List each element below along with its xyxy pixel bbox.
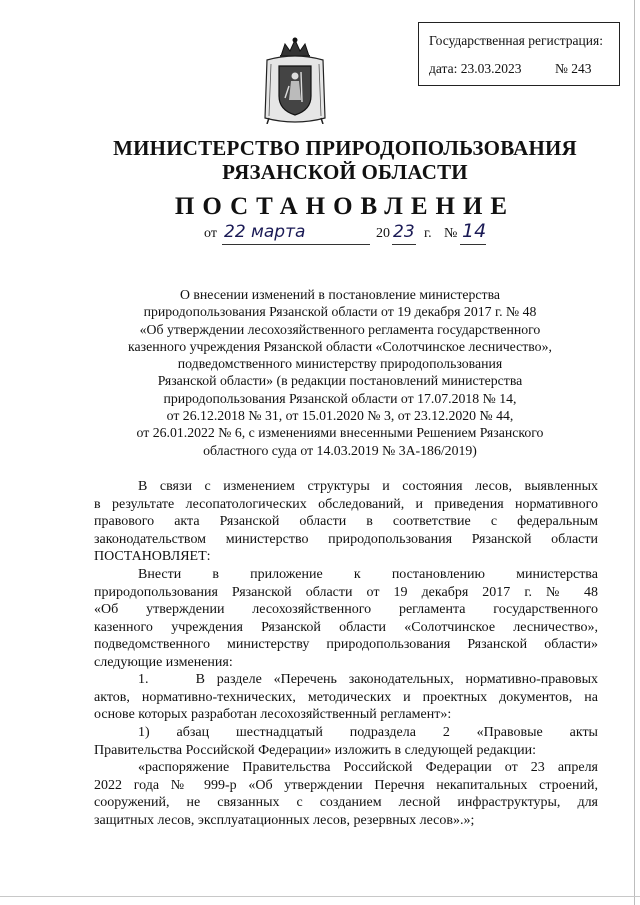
handwritten-date: 22 марта: [224, 222, 306, 242]
text-line: 1. В разделе «Перечень законодательных, нормативно-правовых: [138, 672, 598, 687]
text-line: законодательством министерство природопользования Рязанской области: [94, 531, 598, 547]
word: 2: [442, 725, 450, 740]
word: Внести: [138, 567, 182, 582]
text-line: 2022 года № 999-р «Об утверждении Перечня некапитальных строений,: [94, 777, 598, 793]
text-line: следующие изменения:: [94, 654, 233, 670]
title-line: от 26.01.2022 № 6, с изменениями внесенными Решением Рязанского: [136, 425, 544, 441]
text-line: ПОСТАНОВЛЯЕТ:: [94, 549, 211, 564]
text-line: подведомственного министерству природопользования Рязанской области»: [94, 637, 598, 652]
coat-of-arms-icon: [261, 36, 329, 124]
page-edge-bottom: [0, 896, 640, 897]
text-line: «Об утверждении лесохозяйственного регламента государственного: [94, 602, 598, 617]
item-1: [94, 671, 598, 724]
ministry-name-line1: МИНИСТЕРСТВО ПРИРОДОПОЛЬЗОВАНИЯ: [113, 136, 577, 160]
page-edge-right: [634, 0, 635, 905]
text-line: в результате лесопатологических обследований, и приведения нормативного: [94, 496, 598, 512]
item-1-subitem-1: [94, 724, 598, 759]
year-label: г.: [424, 226, 432, 241]
number-underline: [460, 244, 486, 245]
date-underline: [222, 244, 370, 245]
ministry-name-line2: РЯЗАНСКОЙ ОБЛАСТИ: [222, 160, 468, 184]
word: акты: [569, 725, 598, 740]
word: шестнадцатый: [235, 725, 323, 740]
quoted-text: [94, 759, 598, 829]
word: подраздела: [349, 725, 416, 740]
text-line: «распоряжение Правительства Российской Федерации от 23 апреля: [138, 760, 598, 775]
registration-stamp: [418, 22, 620, 86]
title-line: подведомственного министерству природопользования: [177, 356, 503, 372]
date-prefix: от: [204, 226, 217, 241]
title-line: «Об утверждении лесохозяйственного регламента государственного: [139, 321, 541, 337]
text-line: защитных лесов, эксплуатационных лесов, резервных лесов».»;: [94, 812, 475, 828]
text-line: В связи с изменением структуры и состояния лесов, выявленных: [138, 479, 598, 494]
title-line: от 26.12.2018 № 31, от 15.01.2020 № 3, от 23.12.2020 № 44,: [166, 408, 514, 424]
title-line: областного суда от 14.03.2019 № 3А-186/2019): [203, 442, 477, 458]
decree-title: [90, 286, 590, 459]
text-line: [94, 724, 598, 742]
year-prefix: 20: [376, 226, 390, 241]
title-line: природопользования Рязанской области от 19 декабря 2017 г. № 48: [143, 304, 537, 320]
word: министерства: [516, 567, 598, 582]
title-line: Рязанской области» (в редакции постановлений министерства: [157, 373, 523, 389]
text-line: [94, 566, 598, 584]
text-line: Правительства Российской Федерации» изложить в следующей редакции:: [94, 742, 536, 758]
amendment-paragraph: [94, 566, 598, 671]
number-sign: №: [444, 226, 458, 241]
title-line: О внесении изменений в постановление министерства: [179, 287, 501, 302]
document-type: ПОСТАНОВЛЕНИЕ: [174, 193, 516, 220]
word: 1): [138, 725, 150, 740]
title-line: казенного учреждения Рязанской области «Солотчинское лесничество»,: [128, 338, 552, 354]
text-line: сооружений, не связанных с созданием лесной инфраструктуры, для: [94, 795, 598, 810]
text-line: правового акта Рязанской области в соответствие с федеральным: [94, 514, 598, 529]
preamble-paragraph: [94, 478, 598, 566]
handwritten-year: 23: [393, 222, 415, 242]
word: «Правовые: [476, 725, 543, 740]
text-line: актов, нормативно-технических, методических и проектных документов, на: [94, 689, 598, 705]
registration-title: Государственная регистрация:: [429, 33, 603, 48]
text-line: природопользования Рязанской области от 19 декабря 2017 г. № 48: [94, 584, 598, 600]
registration-number: № 243: [555, 61, 592, 76]
word: приложение: [250, 567, 323, 582]
word: к: [353, 567, 361, 582]
text-line: основе которых разработан лесохозяйственный регламент»:: [94, 707, 452, 722]
word: постановлению: [391, 567, 485, 582]
year-underline: [392, 244, 416, 245]
word: абзац: [176, 725, 210, 740]
title-line: природопользования Рязанской области от 17.07.2018 № 14,: [163, 390, 517, 406]
word: в: [212, 567, 219, 582]
handwritten-number: 14: [462, 220, 487, 242]
registration-date: дата: 23.03.2023: [429, 61, 522, 76]
text-line: казенного учреждения Рязанской области «Солотчинское лесничество»,: [94, 619, 598, 635]
